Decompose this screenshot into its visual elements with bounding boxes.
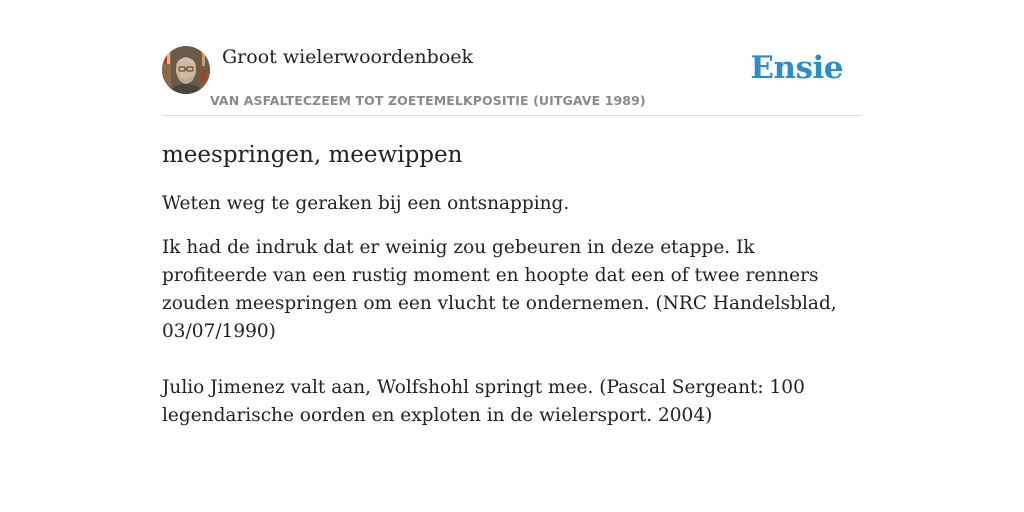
author-photo	[162, 46, 210, 94]
header	[162, 46, 862, 116]
book-title[interactable]: Groot wielerwoordenboek	[222, 46, 474, 68]
entry-term: meespringen, meewippen	[162, 142, 463, 168]
quote-item: Julio Jimenez valt aan, Wolfshohl springt mee. (Pascal Sergeant: 100 legendarische oorden en exploten in de wielersport. 2004)	[162, 377, 805, 426]
book-subtitle: VAN ASFALTECZEEM TOT ZOETEMELKPOSITIE (UITGAVE 1989)	[210, 93, 646, 108]
entry-content	[162, 138, 862, 430]
quote-item: Ik had de indruk dat er weinig zou gebeuren in deze etappe. Ik profiteerde van een rustig moment en hoopte dat een of twee renners zouden meespringen om een vlucht te ondernemen. (NRC Handelsblad, 03/07/1990)	[162, 237, 837, 342]
author-avatar[interactable]	[162, 46, 210, 94]
entry-definition: Weten weg te geraken bij een ontsnapping.	[162, 193, 570, 214]
entry-quotes	[162, 234, 852, 430]
ensie-logo[interactable]: Ensie	[750, 50, 843, 86]
